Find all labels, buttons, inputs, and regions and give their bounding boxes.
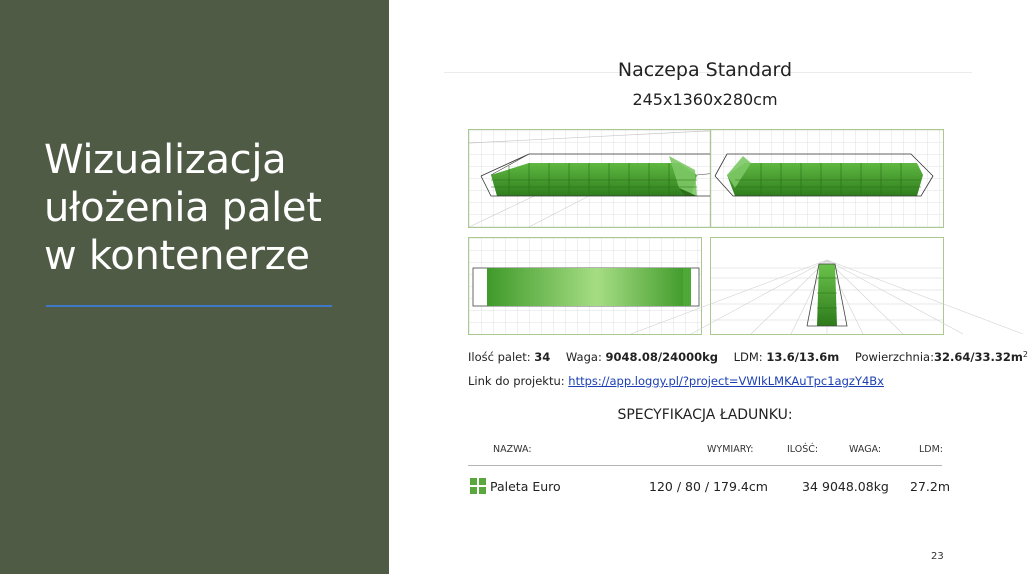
slide-title-line: ułożenia palet xyxy=(44,185,322,231)
area-label: Powierzchnia: xyxy=(854,350,934,364)
pallets-value: 34 xyxy=(534,350,551,364)
cell-name: Paleta Euro xyxy=(490,479,561,494)
weight-label: Waga: xyxy=(565,350,602,364)
cell-weight: 9048.08kg xyxy=(822,479,889,494)
area-unit-superscript: 2 xyxy=(1022,350,1028,359)
view-perspective-right xyxy=(710,129,944,228)
cell-dimensions: 120 / 80 / 179.4cm xyxy=(649,479,768,494)
document-dimensions: 245x1360x280cm xyxy=(632,90,778,109)
load-summary xyxy=(468,350,1028,364)
column-header-ldm: LDM: xyxy=(919,444,944,455)
weight-value: 9048.08/24000kg xyxy=(605,350,718,364)
area-value: 32.64/33.32m xyxy=(933,350,1023,364)
cargo-shape xyxy=(817,264,837,326)
cargo-shape xyxy=(491,163,697,196)
column-header-dimensions: WYMIARY: xyxy=(707,444,754,455)
project-link-label: Link do projektu: xyxy=(468,374,565,388)
spec-title: SPECYFIKACJA ŁADUNKU: xyxy=(617,407,793,423)
pallets-label: Ilość palet: xyxy=(468,350,531,364)
page-number: 23 xyxy=(931,551,944,562)
view-front xyxy=(710,237,944,335)
column-header-weight: WAGA: xyxy=(849,444,882,455)
ldm-value: 13.6/13.6m xyxy=(766,350,840,364)
cell-quantity: 34 xyxy=(802,479,818,494)
pallet-icon xyxy=(470,478,487,495)
project-link-line xyxy=(468,374,884,388)
document-title: Naczepa Standard xyxy=(617,59,793,81)
cell-ldm: 27.2m xyxy=(910,479,951,494)
ldm-label: LDM: xyxy=(733,350,763,364)
slide-title xyxy=(44,136,364,280)
cargo-shape xyxy=(727,163,923,196)
column-header-quantity: ILOŚĆ: xyxy=(787,444,819,455)
cargo-shape xyxy=(683,268,691,306)
title-underline xyxy=(46,305,332,307)
table-header-rule xyxy=(468,465,942,466)
slide-title-line: Wizualizacja xyxy=(44,137,287,183)
cargo-shape xyxy=(487,268,687,306)
project-link[interactable]: https://app.loggy.pl/?project=VWIkLMKAuTpc1agzY4Bx xyxy=(568,374,884,388)
left-panel xyxy=(0,0,389,574)
column-header-name: NAZWA: xyxy=(493,444,532,455)
slide-title-line: w kontenerze xyxy=(44,233,310,279)
